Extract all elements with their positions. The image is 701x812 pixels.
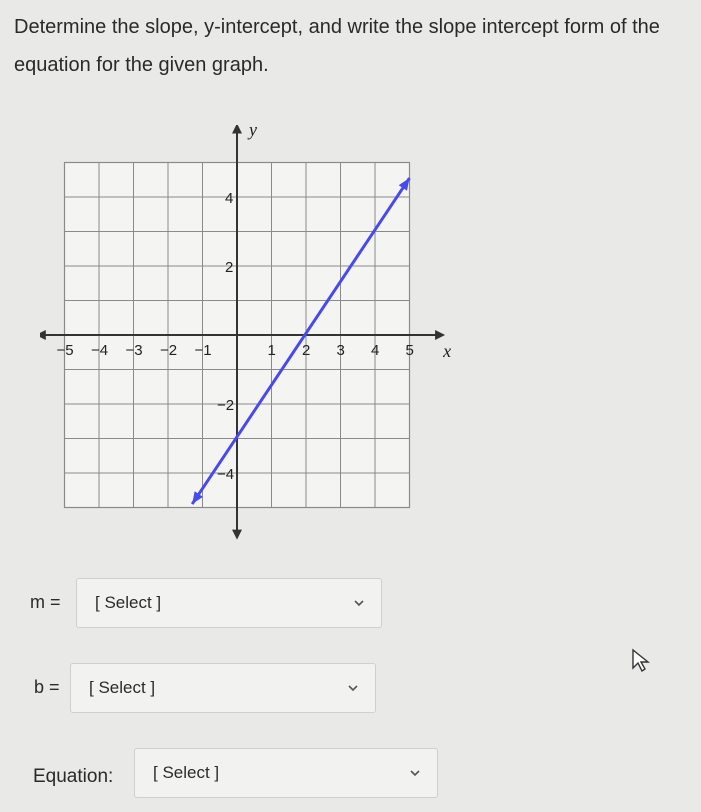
intercept-row: [34, 677, 60, 698]
x-axis-arrow-left: [40, 330, 46, 340]
intercept-select[interactable]: [70, 663, 376, 713]
equation-row: [33, 766, 113, 788]
chevron-down-icon: [409, 767, 421, 779]
x-tick-label: −1: [194, 342, 212, 359]
intercept-label: b =: [34, 677, 60, 697]
equation-label: Equation:: [33, 766, 114, 787]
slope-label: m =: [30, 592, 61, 612]
x-tick-label: 1: [267, 342, 276, 359]
x-tick-label: −4: [91, 342, 109, 359]
graph-svg: [40, 125, 460, 555]
x-tick-label: 4: [371, 342, 380, 359]
x-tick-label: −2: [160, 342, 178, 359]
y-tick-label: 4: [225, 190, 234, 207]
y-axis-arrow-up: [232, 125, 242, 133]
equation-select[interactable]: [134, 748, 438, 798]
x-tick-label: −5: [56, 342, 74, 359]
slope-select-value: [ Select ]: [95, 593, 162, 612]
x-axis-label: x: [443, 341, 452, 361]
intercept-select-value: [ Select ]: [89, 678, 156, 697]
question-text: Determine the slope, y-intercept, and write the slope intercept form of the equation for the given graph.: [14, 16, 660, 76]
y-tick-label: −4: [217, 466, 235, 483]
x-axis-arrow-right: [435, 330, 445, 340]
slope-row: [30, 592, 61, 613]
x-tick-label: −3: [125, 342, 143, 359]
slope-select[interactable]: [76, 578, 382, 628]
mouse-cursor-icon: [631, 648, 653, 674]
coordinate-graph: [40, 125, 460, 555]
x-tick-label: 3: [336, 342, 345, 359]
x-tick-label: 5: [405, 342, 414, 359]
x-tick-label: 2: [302, 342, 311, 359]
y-axis-label: y: [249, 125, 257, 140]
y-tick-label: −2: [217, 397, 235, 414]
y-tick-label: 2: [225, 259, 234, 276]
chevron-down-icon: [347, 682, 359, 694]
equation-select-value: [ Select ]: [153, 763, 220, 782]
y-axis-arrow-down: [232, 530, 242, 540]
chevron-down-icon: [353, 597, 365, 609]
